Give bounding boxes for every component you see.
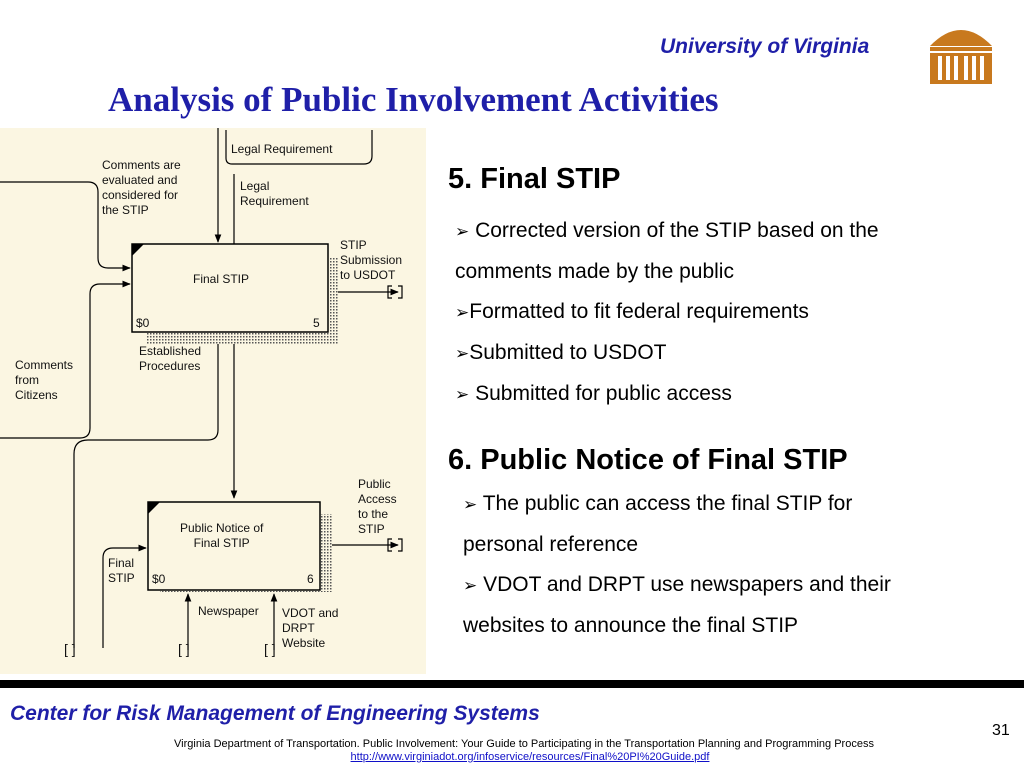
legal-requirement-top-label: Legal Requirement: [231, 142, 333, 156]
university-name: University of Virginia: [660, 35, 870, 58]
list-item: ➢ The public can access the final STIP for: [463, 492, 853, 515]
list-item: ➢ Submitted for public access: [455, 382, 732, 405]
section-5-bullets: [455, 211, 879, 415]
arrowhead-bullet-icon: ➢: [463, 495, 478, 514]
stip-submission-label: STIP Submission to USDOT: [340, 238, 403, 282]
arrowhead-bullet-icon: ➢: [463, 576, 478, 595]
list-item: ➢Submitted to USDOT: [455, 341, 667, 364]
arrowhead-bullet-icon: ➢: [455, 303, 470, 322]
vdot-drpt-website-label: VDOT and DRPT Website: [282, 606, 339, 650]
final-stip-input-label: Final STIP: [108, 556, 135, 585]
footer-divider: [0, 680, 1024, 688]
established-procedures-label: Established Procedures: [139, 344, 202, 373]
list-item: ➢ Corrected version of the STIP based on the: [455, 219, 879, 242]
arrowhead-bullet-icon: ➢: [455, 344, 470, 363]
tunnel-marker-2: [ ]: [178, 641, 190, 657]
box1-label: Final STIP: [193, 272, 250, 286]
newspaper-label: Newspaper: [198, 604, 259, 618]
rotunda-logo-icon: [926, 16, 996, 86]
public-access-label: Public Access to the STIP: [358, 477, 397, 536]
section-6-bullets: [463, 484, 891, 646]
slide-title: Analysis of Public Involvement Activities: [108, 80, 719, 119]
legal-requirement-label: Legal Requirement: [240, 179, 309, 208]
list-item: personal reference: [463, 533, 639, 556]
center-name: Center for Risk Management of Engineering Systems: [10, 702, 540, 725]
idef0-diagram: [0, 128, 426, 674]
section-5-heading: 5. Final STIP: [448, 163, 621, 195]
section-6-heading: 6. Public Notice of Final STIP: [448, 444, 848, 476]
arrowhead-bullet-icon: ➢: [455, 385, 470, 404]
list-item: websites to announce the final STIP: [463, 614, 799, 637]
citation-link[interactable]: http://www.virginiadot.org/infoservice/resources/Final%20PI%20Guide.pdf: [350, 751, 710, 763]
list-item: comments made by the public: [455, 260, 734, 283]
tunnel-marker-3: [ ]: [264, 641, 276, 657]
box2-number: 6: [307, 572, 314, 586]
comments-evaluated-label: Comments are evaluated and considered for the STIP: [102, 158, 181, 217]
arrowhead-bullet-icon: ➢: [455, 222, 470, 241]
comments-from-citizens-label: Comments from Citizens: [15, 358, 74, 402]
box1-number: 5: [313, 316, 320, 330]
box1-cost: $0: [136, 316, 150, 330]
tunnel-marker-1: [ ]: [64, 641, 76, 657]
box2-cost: $0: [152, 572, 166, 586]
box2-label: Public Notice of Final STIP: [180, 521, 264, 550]
citation-text: Virginia Department of Transportation. Public Involvement: Your Guide to Participating in the Transportation Planning and Programming Process: [174, 738, 874, 750]
page-number: 31: [992, 722, 1010, 739]
list-item: ➢ VDOT and DRPT use newspapers and their: [463, 573, 891, 596]
list-item: ➢Formatted to fit federal requirements: [455, 300, 809, 323]
